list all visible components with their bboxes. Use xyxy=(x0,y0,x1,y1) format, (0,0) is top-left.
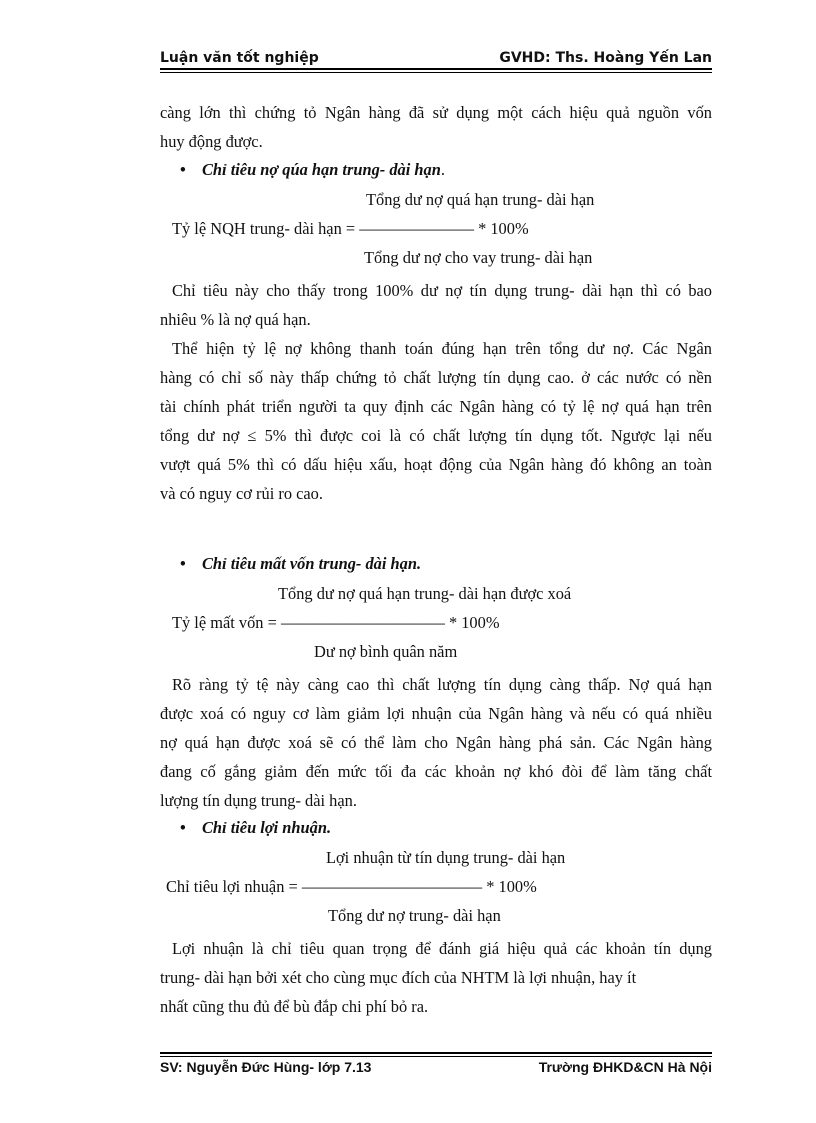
text-line: đang cố gắng giảm đến mức tối đa các khoản nợ khó đòi để làm tăng chất xyxy=(160,762,712,781)
formula2-bar: —————————— xyxy=(280,613,445,632)
header-rule xyxy=(160,68,712,70)
formula2-lhs: Tỷ lệ mất vốn = xyxy=(172,613,281,632)
bullet-dot: • xyxy=(180,818,186,837)
intro-paragraph xyxy=(160,98,712,156)
formula3-bar: ——————————— xyxy=(301,877,483,896)
formula1-lhs: Tỷ lệ NQH trung- dài hạn = xyxy=(172,219,360,238)
page-header xyxy=(160,50,712,68)
bullet-title: Chỉ tiêu nợ qúa hạn trung- dài hạn xyxy=(202,160,441,179)
text-line: nhiêu % là nợ quá hạn. xyxy=(160,310,311,329)
bullet-title: Chỉ tiêu mất vốn trung- dài hạn. xyxy=(202,554,422,573)
text-line: và có nguy cơ rủi ro cao. xyxy=(160,484,323,503)
bullet-dot: • xyxy=(180,554,186,573)
section2-paragraph1 xyxy=(160,670,712,815)
bullet-tail: . xyxy=(440,160,445,179)
text-line: huy động được. xyxy=(160,132,263,151)
text-line: tổng dư nợ ≤ 5% thì được coi là có chất lượng tín dụng tốt. Ngược lại nếu xyxy=(160,426,712,445)
header-title: Luận văn tốt nghiệp xyxy=(160,50,319,66)
text-line: được xoá có nguy cơ làm giảm lợi nhuận của Ngân hàng và nếu có quá nhiều xyxy=(160,704,712,723)
text-line: nợ quá hạn được xoá sẽ có thể làm cho Ngân hàng phá sản. Các Ngân hàng xyxy=(160,733,712,752)
footer-student: SV: Nguyễn Đức Hùng- lớp 7.13 xyxy=(160,1059,372,1075)
section1-paragraph1 xyxy=(160,276,712,334)
formula3-line xyxy=(166,877,537,897)
text-line: Lợi nhuận là chỉ tiêu quan trọng để đánh giá hiệu quả các khoản tín dụng xyxy=(172,939,712,958)
bullet-title: Chỉ tiêu lợi nhuận. xyxy=(202,818,332,837)
formula2-rhs: * 100% xyxy=(444,613,500,632)
footer-rule xyxy=(160,1052,712,1054)
text-line: Chỉ tiêu này cho thấy trong 100% dư nợ tín dụng trung- dài hạn thì có bao xyxy=(172,281,712,300)
text-line: hàng có chỉ số này thấp chứng tỏ chất lượng tín dụng cao. ở các nước có nền xyxy=(160,368,712,387)
text-line: Rõ ràng tỷ tệ này càng cao thì chất lượng tín dụng càng thấp. Nợ quá hạn xyxy=(172,675,712,694)
text-line: trung- dài hạn bởi xét cho cùng mục đích của NHTM là lợi nhuận, hay ít xyxy=(160,968,637,987)
header-advisor: GVHD: Ths. Hoàng Yến Lan xyxy=(499,50,712,66)
formula1-denominator: Tổng dư nợ cho vay trung- dài hạn xyxy=(364,248,593,267)
formula3-lhs: Chỉ tiêu lợi nhuận = xyxy=(166,877,302,896)
section3-paragraph1 xyxy=(160,934,712,1021)
formula1-rhs: * 100% xyxy=(473,219,529,238)
text-line: nhất cũng thu đủ để bù đắp chi phí bỏ ra. xyxy=(160,997,429,1016)
text-line: càng lớn thì chứng tỏ Ngân hàng đã sử dụng một cách hiệu quả nguồn vốn xyxy=(160,103,712,122)
formula1-bar: ——————— xyxy=(359,219,474,238)
formula2-line xyxy=(172,613,499,633)
text-line: tài chính phát triển người ta quy định các Ngân hàng có tỷ lệ nợ quá hạn trên xyxy=(160,397,712,416)
formula3-rhs: * 100% xyxy=(482,877,537,896)
formula3-numerator: Lợi nhuận từ tín dụng trung- dài hạn xyxy=(326,848,566,867)
section1-paragraph2 xyxy=(160,334,712,508)
formula2-numerator: Tổng dư nợ quá hạn trung- dài hạn được xoá xyxy=(278,584,572,603)
formula3-denominator: Tổng dư nợ trung- dài hạn xyxy=(328,906,501,925)
bullet-dot: • xyxy=(180,160,186,179)
bullet-capital-loss xyxy=(180,554,421,574)
footer-rule-thin xyxy=(160,1056,712,1057)
formula1-line xyxy=(172,219,529,239)
bullet-overdue-debt xyxy=(180,160,445,180)
formula1-numerator: Tổng dư nợ quá hạn trung- dài hạn xyxy=(366,190,595,209)
footer-school: Trường ĐHKD&CN Hà Nội xyxy=(538,1059,712,1075)
text-line: vượt quá 5% thì có dấu hiệu xấu, hoạt động của Ngân hàng đó không an toàn xyxy=(160,455,712,474)
text-line: Thể hiện tỷ lệ nợ không thanh toán đúng hạn trên tổng dư nợ. Các Ngân xyxy=(172,339,712,358)
text-line: lượng tín dụng trung- dài hạn. xyxy=(160,791,357,810)
bullet-profit xyxy=(180,818,331,838)
header-rule-thin xyxy=(160,72,712,73)
formula2-denominator: Dư nợ bình quân năm xyxy=(314,642,458,661)
